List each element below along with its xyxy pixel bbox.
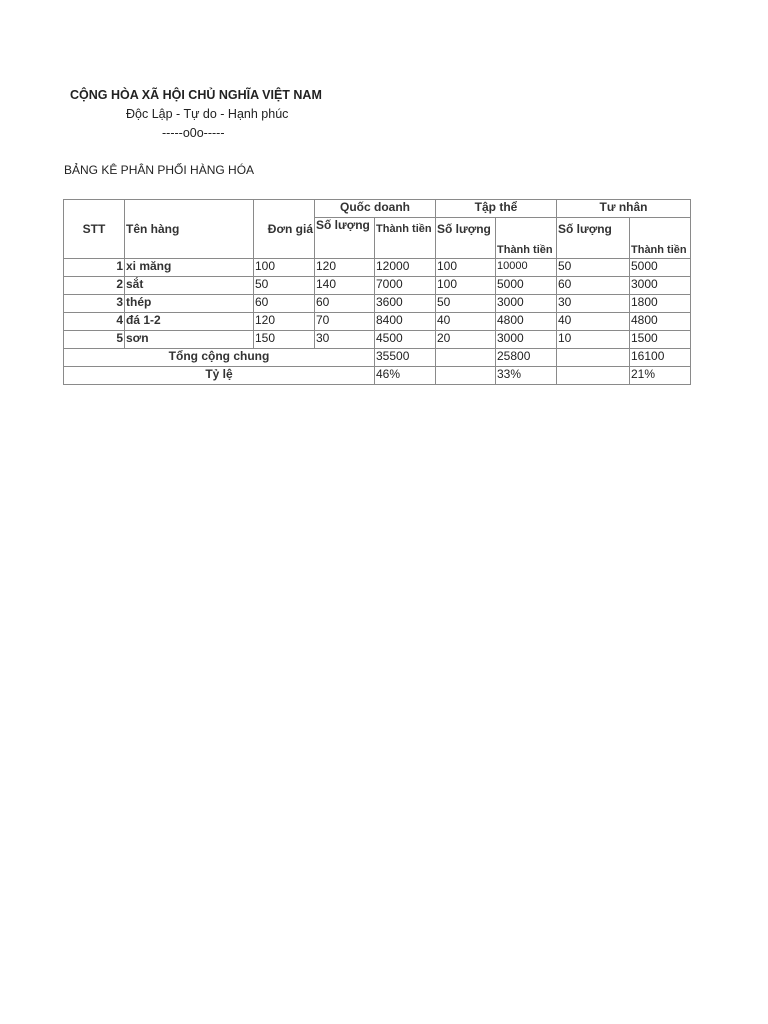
header-unit-price: Đơn giá — [254, 200, 315, 259]
cell-state-amount: 12000 — [375, 259, 436, 277]
cell-private-amount: 4800 — [630, 313, 691, 331]
header-item-name: Tên hàng — [125, 200, 254, 259]
cell-private-amount: 3000 — [630, 277, 691, 295]
header-collective-qty: Số lượng — [436, 218, 496, 259]
ratio-state: 46% — [375, 367, 436, 385]
total-collective-empty — [436, 349, 496, 367]
total-private-amount: 16100 — [630, 349, 691, 367]
cell-private-amount: 1800 — [630, 295, 691, 313]
table-row — [64, 331, 691, 349]
cell-stt: 2 — [64, 277, 125, 295]
cell-item-name: thép — [125, 295, 254, 313]
ratio-row — [64, 367, 691, 385]
cell-private-qty: 30 — [557, 295, 630, 313]
total-row — [64, 349, 691, 367]
header-stt: STT — [64, 200, 125, 259]
document-title: BẢNG KÊ PHÂN PHỐI HÀNG HÓA — [64, 163, 255, 177]
cell-collective-amount: 4800 — [496, 313, 557, 331]
cell-state-qty: 140 — [315, 277, 375, 295]
ratio-private: 21% — [630, 367, 691, 385]
cell-private-qty: 40 — [557, 313, 630, 331]
cell-unit-price: 120 — [254, 313, 315, 331]
cell-collective-qty: 100 — [436, 259, 496, 277]
national-motto: Độc Lập - Tự do - Hạnh phúc — [126, 107, 289, 121]
cell-private-qty: 10 — [557, 331, 630, 349]
cell-private-amount: 5000 — [630, 259, 691, 277]
table-row — [64, 277, 691, 295]
cell-private-qty: 60 — [557, 277, 630, 295]
header-state-qty: Số lượng — [315, 218, 375, 259]
cell-collective-qty: 40 — [436, 313, 496, 331]
header-collective-amount: Thành tiền — [496, 218, 557, 259]
cell-unit-price: 60 — [254, 295, 315, 313]
cell-state-amount: 4500 — [375, 331, 436, 349]
cell-stt: 1 — [64, 259, 125, 277]
header-group-private: Tư nhân — [557, 200, 691, 218]
cell-collective-qty: 100 — [436, 277, 496, 295]
cell-item-name: xi măng — [125, 259, 254, 277]
nation-name: CỘNG HÒA XÃ HỘI CHỦ NGHĨA VIỆT NAM — [70, 88, 322, 102]
table-row — [64, 313, 691, 331]
cell-unit-price: 100 — [254, 259, 315, 277]
cell-state-qty: 70 — [315, 313, 375, 331]
cell-private-qty: 50 — [557, 259, 630, 277]
cell-collective-amount: 10000 — [496, 259, 557, 277]
total-state-amount: 35500 — [375, 349, 436, 367]
cell-private-amount: 1500 — [630, 331, 691, 349]
header-private-amount: Thành tiền — [630, 218, 691, 259]
ratio-collective: 33% — [496, 367, 557, 385]
header-group-collective: Tập thể — [436, 200, 557, 218]
header-ornament: -----o0o----- — [162, 126, 225, 140]
ratio-collective-empty — [436, 367, 496, 385]
cell-state-qty: 120 — [315, 259, 375, 277]
cell-item-name: sắt — [125, 277, 254, 295]
cell-stt: 3 — [64, 295, 125, 313]
cell-collective-amount: 3000 — [496, 331, 557, 349]
header-private-qty: Số lượng — [557, 218, 630, 259]
total-private-empty — [557, 349, 630, 367]
cell-collective-qty: 20 — [436, 331, 496, 349]
header-state-amount: Thành tiền — [375, 218, 436, 259]
cell-state-qty: 60 — [315, 295, 375, 313]
cell-collective-amount: 3000 — [496, 295, 557, 313]
table-header-row-1 — [64, 200, 691, 218]
total-collective-amount: 25800 — [496, 349, 557, 367]
cell-state-amount: 7000 — [375, 277, 436, 295]
ratio-label: Tỷ lệ — [64, 367, 375, 385]
cell-unit-price: 50 — [254, 277, 315, 295]
cell-stt: 4 — [64, 313, 125, 331]
cell-state-qty: 30 — [315, 331, 375, 349]
cell-item-name: đá 1-2 — [125, 313, 254, 331]
total-label: Tổng cộng chung — [64, 349, 375, 367]
table-row — [64, 259, 691, 277]
cell-item-name: sơn — [125, 331, 254, 349]
cell-collective-qty: 50 — [436, 295, 496, 313]
cell-collective-amount: 5000 — [496, 277, 557, 295]
ratio-private-empty — [557, 367, 630, 385]
table-row — [64, 295, 691, 313]
cell-state-amount: 8400 — [375, 313, 436, 331]
cell-state-amount: 3600 — [375, 295, 436, 313]
cell-stt: 5 — [64, 331, 125, 349]
header-group-state: Quốc doanh — [315, 200, 436, 218]
distribution-table — [63, 199, 691, 385]
cell-unit-price: 150 — [254, 331, 315, 349]
